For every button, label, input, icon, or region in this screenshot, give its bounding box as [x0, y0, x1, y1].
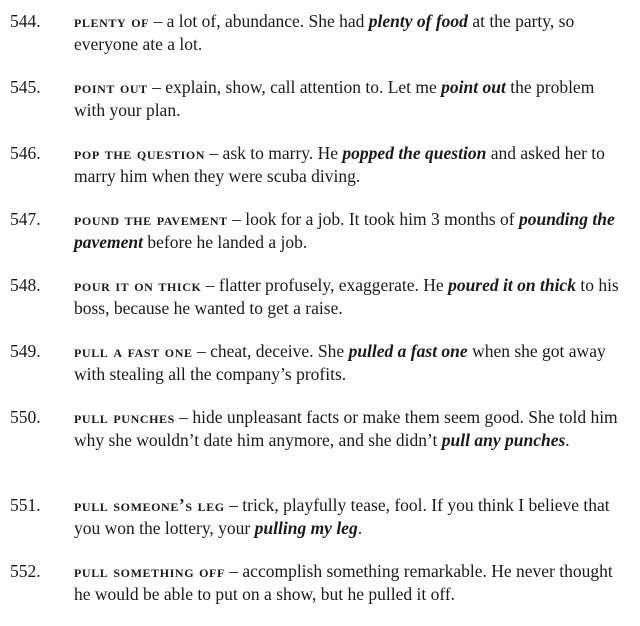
entry-definition: accomplish something remarkable. He never thought he would be able to put on a show, but he pulled it off.: [74, 561, 613, 604]
entry-example-rest: when she got away with stealing all the company’s profits.: [74, 341, 606, 384]
entry-number: 551.: [10, 495, 41, 515]
entry-number: 552.: [10, 561, 41, 581]
entry-definition: cheat, deceive. She: [210, 341, 349, 361]
entry-number: 547.: [10, 209, 41, 229]
entry-example-emphasis: pull any punches: [441, 430, 566, 450]
entry-example-rest: the problem with your plan.: [74, 77, 595, 120]
entry-example-emphasis: pulling my leg: [254, 518, 358, 538]
idiom-entry-545: [10, 76, 622, 142]
entry-example-rest: before he landed a job.: [143, 232, 308, 252]
entry-definition: flatter profusely, exaggerate. He: [218, 275, 449, 295]
entry-number: 548.: [10, 275, 41, 295]
entry-example-emphasis: poured it on thick: [448, 275, 576, 295]
idiom-term: pound the pavement: [74, 209, 228, 229]
entry-separator: –: [201, 275, 219, 295]
entry-separator: –: [147, 77, 166, 97]
entry-number: 545.: [10, 77, 41, 97]
entry-body: [74, 142, 622, 188]
entry-body: [74, 560, 622, 606]
entry-body: [74, 340, 622, 386]
entry-example-emphasis: point out: [441, 77, 506, 97]
entry-body: [74, 10, 622, 56]
entry-example-emphasis: popped the question: [342, 143, 487, 163]
entry-body: [74, 406, 622, 452]
idiom-term: pour it on thick: [74, 275, 202, 295]
entry-definition: a lot of, abundance. She had: [166, 11, 369, 31]
idiom-entry-550: [10, 406, 622, 494]
entry-number: 550.: [10, 407, 41, 427]
idiom-entry-547: [10, 208, 622, 274]
entry-example-emphasis: pounding the pavement: [74, 209, 615, 252]
idiom-entry-552: [10, 560, 622, 626]
idiom-term: pull punches: [74, 407, 175, 427]
entry-example-rest: and asked her to marry him when they were scuba diving.: [74, 143, 605, 186]
idiom-term: pull something off: [74, 561, 225, 581]
idiom-entry-551: [10, 494, 622, 560]
entry-example-emphasis: pulled a fast one: [348, 341, 468, 361]
idiom-term: plenty of: [74, 11, 150, 31]
entry-separator: –: [205, 143, 223, 163]
idiom-entry-546: [10, 142, 622, 208]
entry-body: [74, 76, 622, 122]
entry-example-emphasis: plenty of food: [368, 11, 468, 31]
entry-definition: ask to marry. He: [222, 143, 343, 163]
entry-example-rest: .: [565, 430, 570, 450]
idiom-entry-549: [10, 340, 622, 406]
idiom-entry-544: [10, 10, 622, 76]
idiom-entry-548: [10, 274, 622, 340]
entry-separator: –: [224, 495, 243, 515]
entry-separator: –: [174, 407, 193, 427]
entry-definition: hide unpleasant facts or make them seem good. She told him why she wouldn’t date him anymore, and she didn’t: [74, 407, 618, 450]
entry-separator: –: [227, 209, 246, 229]
entry-separator: –: [224, 561, 243, 581]
entry-separator: –: [192, 341, 211, 361]
idiom-term: pull someone’s leg: [74, 495, 225, 515]
entry-body: [74, 208, 622, 254]
entry-number: 549.: [10, 341, 41, 361]
entry-definition: look for a job. It took him 3 months of: [245, 209, 519, 229]
entry-definition: explain, show, call attention to. Let me: [165, 77, 442, 97]
entry-separator: –: [149, 11, 167, 31]
entry-body: [74, 494, 622, 540]
entry-example-rest: to his boss, because he wanted to get a raise.: [74, 275, 619, 318]
idiom-term: pop the question: [74, 143, 206, 163]
entry-body: [74, 274, 622, 320]
entry-example-rest: .: [357, 518, 363, 538]
idiom-term: pull a fast one: [74, 341, 193, 361]
entry-definition: trick, playfully tease, fool. If you think I believe that you won the lottery, your: [74, 495, 610, 538]
entry-number: 544.: [10, 11, 41, 31]
entry-number: 546.: [10, 143, 41, 163]
idiom-term: point out: [74, 77, 148, 97]
entry-example-rest: at the party, so everyone ate a lot.: [74, 11, 575, 54]
